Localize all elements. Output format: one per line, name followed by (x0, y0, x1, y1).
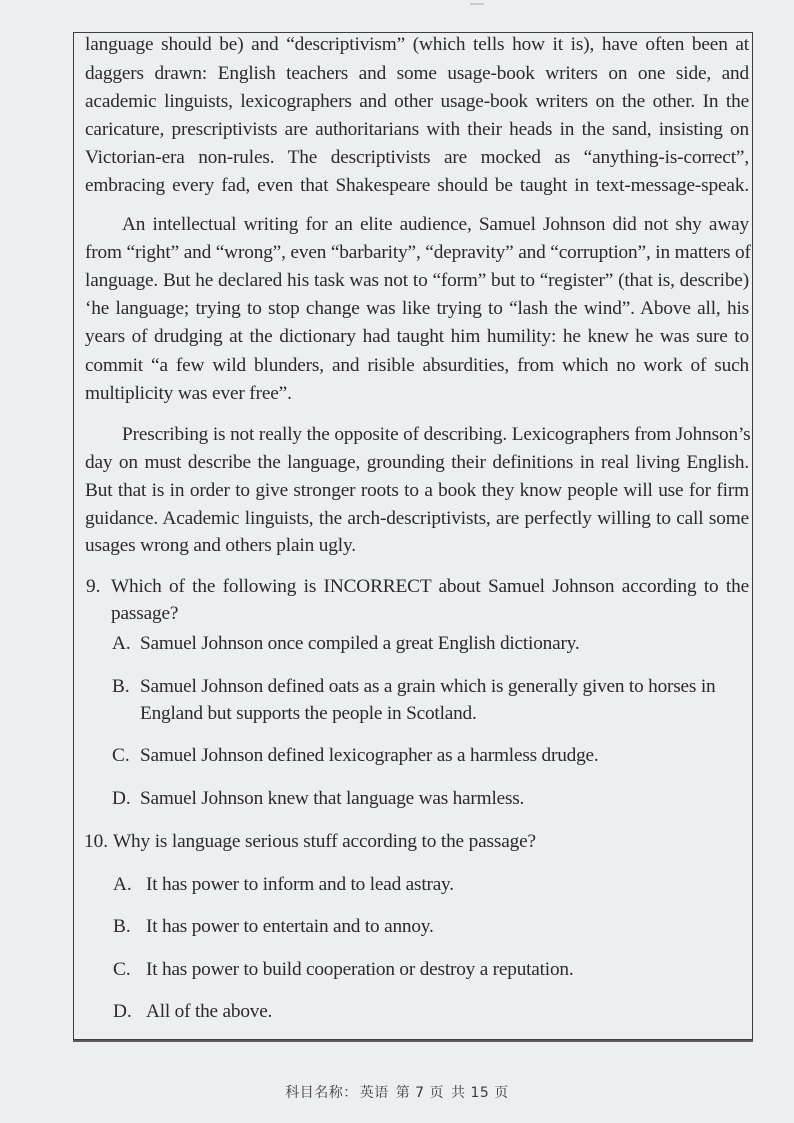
option-text: All of the above. (146, 1001, 273, 1022)
paragraph-line: guidance. Academic linguists, the arch-descriptivists, are perfectly willing to call some (85, 508, 749, 529)
page-total: 共 15 页 (451, 1085, 509, 1101)
paragraph-line: academic linguists, lexicographers and other usage-book writers on the other. In the (85, 91, 749, 112)
paragraph-line: Victorian-era non-rules. The descriptivists are mocked as “anything-is-correct”, (85, 147, 749, 168)
paragraph-line: language. But he declared his task was not to “form” but to “register” (that is, describe) (85, 270, 749, 291)
option-label: C. (112, 745, 130, 766)
option-label: B. (112, 676, 130, 697)
page-number: 第 7 页 (395, 1085, 445, 1101)
paragraph-line: multiplicity was ever free”. (85, 383, 292, 404)
question-number: 10. (84, 831, 109, 852)
option-text: It has power to inform and to lead astray. (146, 874, 454, 895)
page-footer (0, 1082, 794, 1102)
option-text: Samuel Johnson once compiled a great English dictionary. (140, 633, 580, 654)
question-number: 9. (86, 576, 101, 597)
option-label: A. (113, 874, 132, 895)
option-text: Samuel Johnson defined oats as a grain which is generally given to horses in (140, 676, 716, 697)
paragraph-line: from “right” and “wrong”, even “barbarity”, “depravity” and “corruption”, in matters of (85, 242, 751, 263)
paragraph-line: embracing every fad, even that Shakespeare should be taught in text-message-speak. (85, 175, 749, 196)
paragraph-line: ‘he language; trying to stop change was like trying to “lash the wind”. Above all, his (85, 298, 749, 319)
option-text: It has power to build cooperation or destroy a reputation. (146, 959, 574, 980)
paragraph-line: An intellectual writing for an elite audience, Samuel Johnson did not shy away (122, 214, 749, 235)
subject-label: 科目名称： (285, 1085, 358, 1101)
paragraph-line: years of drudging at the dictionary had taught him humility: he knew he was sure to (85, 326, 749, 347)
question-stem: Why is language serious stuff according to the passage? (113, 831, 536, 852)
paragraph-line: Prescribing is not really the opposite of describing. Lexicographers from Johnson’s (122, 424, 751, 445)
option-label: D. (113, 1001, 132, 1022)
option-label: B. (113, 916, 131, 937)
option-label: A. (112, 633, 131, 654)
scan-artifact (470, 3, 484, 5)
paragraph-line: commit “a few wild blunders, and risible absurdities, from which no work of such (85, 355, 749, 376)
paragraph-line: usages wrong and others plain ugly. (85, 535, 356, 556)
question-stem: passage? (111, 603, 179, 624)
option-text: Samuel Johnson defined lexicographer as a harmless drudge. (140, 745, 599, 766)
option-label: C. (113, 959, 131, 980)
paragraph-line: caricature, prescriptivists are authoritarians with their heads in the sand, insisting on (85, 119, 749, 140)
option-text: Samuel Johnson knew that language was harmless. (140, 788, 525, 809)
paragraph-line: daggers drawn: English teachers and some usage-book writers on one side, and (85, 63, 749, 84)
option-text: England but supports the people in Scotland. (140, 703, 477, 724)
paragraph-line: But that is in order to give stronger roots to a book they know people will use for firm (85, 480, 749, 501)
option-label: D. (112, 788, 131, 809)
question-stem: Which of the following is INCORRECT about Samuel Johnson according to the (111, 576, 749, 597)
option-text: It has power to entertain and to annoy. (146, 916, 434, 937)
paragraph-line: day on must describe the language, grounding their definitions in real living English. (85, 452, 749, 473)
paragraph-line: language should be) and “descriptivism” (which tells how it is), have often been at (85, 34, 749, 55)
subject-name: 英语 (359, 1085, 389, 1101)
